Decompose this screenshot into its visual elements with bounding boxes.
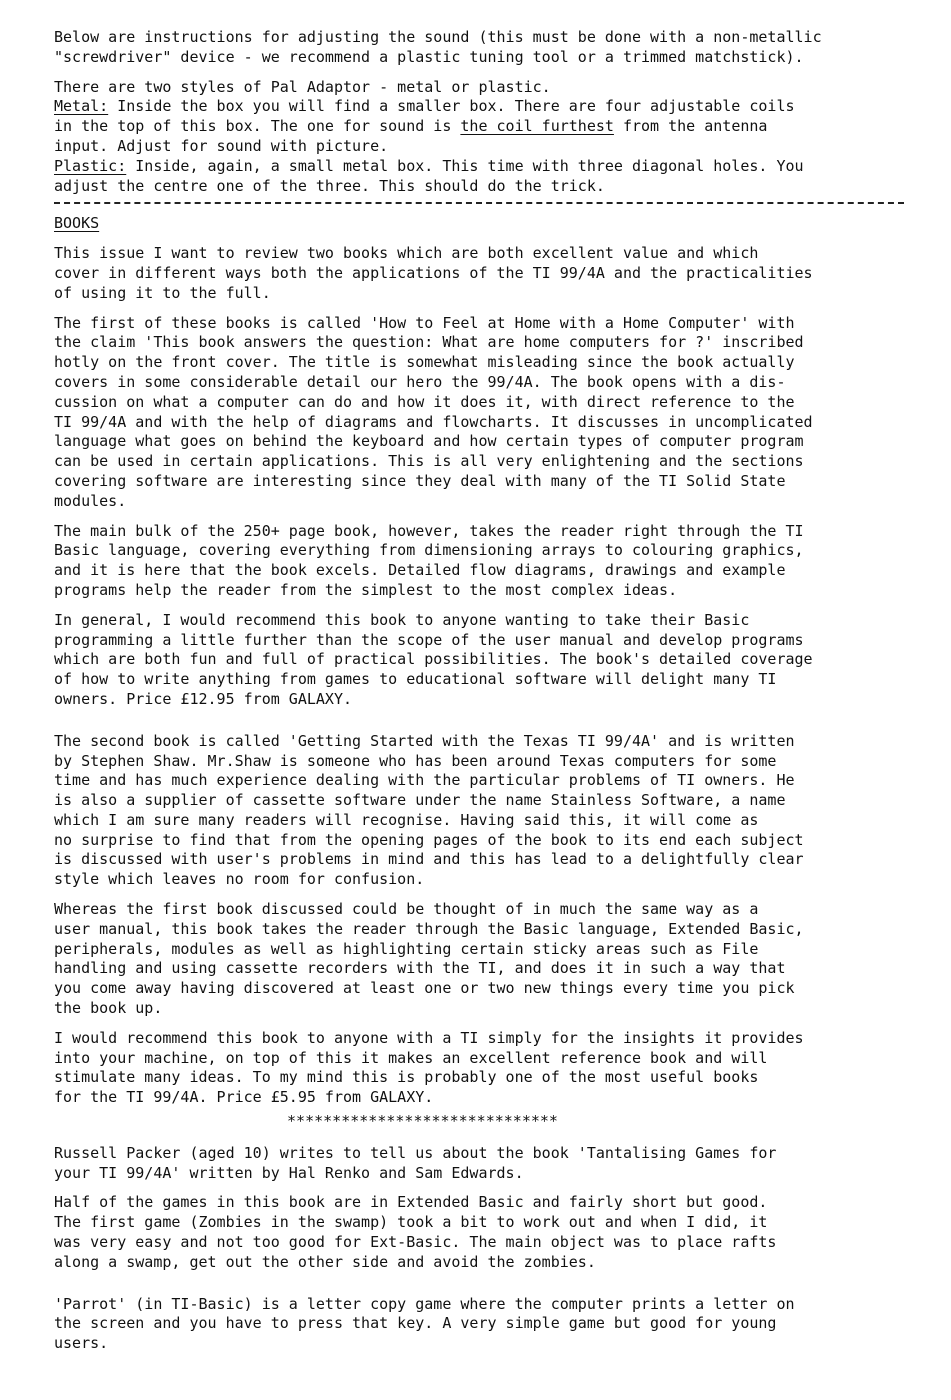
books-paragraph: The main bulk of the 250+ page book, however, takes the reader right through the TI Basic language, covering everything from dimensioning arrays to colouring graphics, and it is here that the book excels. Detailed flow diagrams, drawings and example programs help the reader from the simplest to the most complex ideas. — [54, 521, 804, 599]
plastic-text: Inside, again, a small metal box. This time with three diagonal holes. You adjust the centre one of the three. This should do the trick. — [54, 156, 804, 195]
reader-review-paragraph: Half of the games in this book are in Extended Basic and fairly short but good. The first game (Zombies in the swamp) took a bit to work out and when I did, it was very easy and not too good for Ext-Basic. The main object was to place rafts along a swamp, get out the other side and avoid the zombies. — [54, 1193, 777, 1271]
pal-adaptor-section — [54, 78, 911, 197]
dashed-divider — [54, 202, 904, 204]
metal-underlined-phrase: the coil furthest — [460, 117, 614, 136]
sound-instructions-paragraph: Below are instructions for adjusting the sound (this must be done with a non-metallic "screwdriver" device - we recommend a plastic tuning tool or a trimmed matchstick). — [54, 28, 822, 66]
books-heading: BOOKS — [54, 214, 100, 233]
books-paragraph: Whereas the first book discussed could be thought of in much the same way as a user manual, this book takes the reader through the Basic language, Extended Basic, peripherals, modules as well as highlighting certain sticky areas such as File handling and using cassette recorders with the TI, and does it in such a way that you come away having discovered at least one or two new things every time you pick the book up. — [54, 900, 804, 1018]
reader-review-paragraph: 'Parrot' (in TI-Basic) is a letter copy game where the computer prints a letter on the screen and you have to press that key. A very simple game but good for young users. — [54, 1294, 795, 1353]
reader-review-paragraph: Russell Packer (aged 10) writes to tell us about the book 'Tantalising Games for your TI 99/4A' written by Hal Renko and Sam Edwards. — [54, 1143, 777, 1182]
plastic-label: Plastic: — [54, 156, 127, 175]
books-paragraph: I would recommend this book to anyone with a TI simply for the insights it provides into your machine, on top of this it makes an excellent reference book and will stimulate many ideas. To my mind this is probably one of the most useful books for the TI 99/4A. Price £5.95 from GALAXY. — [54, 1028, 804, 1107]
books-paragraph: The first of these books is called 'How to Feel at Home with a Home Computer' with the claim 'This book answers the question: What are home computers for ?' inscribed hotly on the front cover. The title is somewhat misleading since the book actually covers in some considerable detail our hero the 99/4A. The book opens with a dis- cussion on what a computer can do and how it does it, with direct reference to the TI 99/4A and with the help of diagrams and flowcharts. It discusses in uncomplicated language what goes on behind the keyboard and how certain types of computer program can be used in certain applications. This is all very enlightening and the sections covering software are interesting since they deal with many of the TI Solid State modules. — [54, 313, 813, 510]
books-paragraph: In general, I would recommend this book to anyone wanting to take their Basic programming a little further than the scope of the user manual and develop programs which are both fun and full of practical possibilities. The book's detailed coverage of how to write anything from games to educational software will delight many TI owners. Price £12.95 from GALAXY. — [54, 610, 813, 708]
pal-adaptor-intro: There are two styles of Pal Adaptor - metal or plastic. — [54, 77, 551, 96]
metal-text-a: Inside the box you will find a smaller box. There are four adjustable coils in the top of this box. The one for sound is — [54, 97, 795, 136]
asterisk-separator: ****************************** — [287, 1112, 558, 1131]
books-paragraph: The second book is called 'Getting Started with the Texas TI 99/4A' and is written by Stephen Shaw. Mr.Shaw is someone who has been around Texas computers for some time and has much experience dealing with the particular problems of TI owners. He is also a supplier of cassette software under the name Stainless Software, a name which I am sure many readers will recognise. Having said this, it will come as no surprise to find that from the opening pages of the book to its end each subject is discussed with user's problems in mind and this has lead to a delightfully clear style which leaves no room for confusion. — [54, 731, 804, 889]
books-paragraph: This issue I want to review two books which are both excellent value and which cover in different ways both the applications of the TI 99/4A and the practicalities of using it to the full. — [54, 244, 813, 302]
metal-label: Metal: — [54, 97, 109, 116]
metal-text-b: from the antenna input. Adjust for sound with picture. — [54, 117, 768, 155]
